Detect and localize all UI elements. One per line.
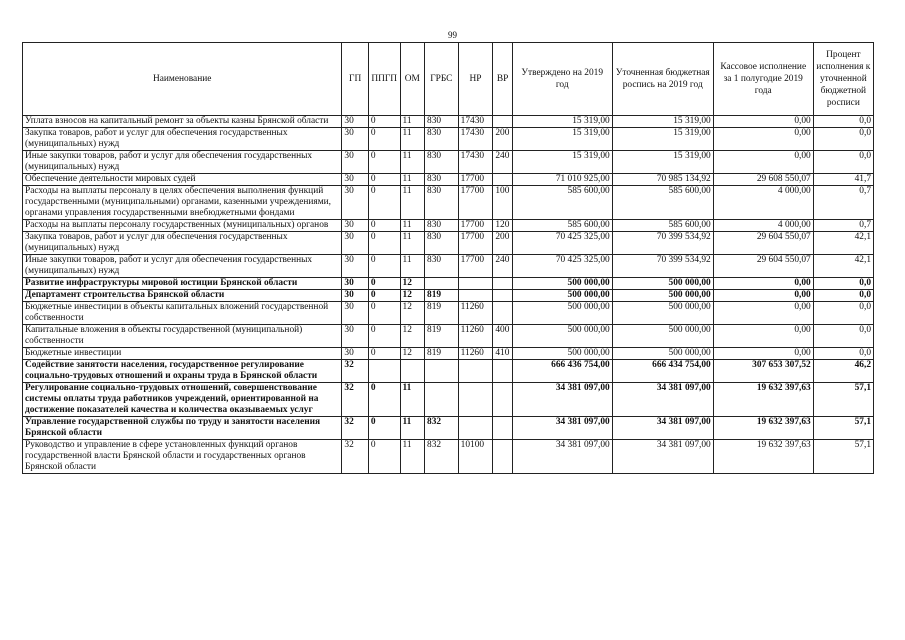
cell-cash: 0,00 [713, 348, 813, 360]
header-ppgp: ППГП [368, 43, 400, 116]
cell-percent: 0,0 [813, 302, 873, 325]
header-approved: Утверждено на 2019 год [512, 43, 612, 116]
cell-approved: 34 381 097,00 [512, 440, 612, 474]
cell-grbs: 830 [425, 232, 459, 255]
cell-gp: 30 [342, 290, 369, 302]
table-row [23, 186, 874, 220]
cell-percent: 0,7 [813, 220, 873, 232]
cell-percent: 0,0 [813, 290, 873, 302]
cell-percent: 0,0 [813, 128, 873, 151]
cell-om: 11 [400, 186, 424, 220]
cell-gp: 32 [342, 417, 369, 440]
cell-refined: 70 399 534,92 [612, 255, 713, 278]
cell-np [458, 417, 493, 440]
cell-vr: 410 [493, 348, 512, 360]
cell-cash: 4 000,00 [713, 186, 813, 220]
cell-name: Расходы на выплаты персоналу в целях обеспечения выполнения функций государственными (муниципальными) органами, казенными учреждениями, органами управления государственными внебюджетными фондами [23, 186, 342, 220]
cell-vr [493, 278, 512, 290]
cell-approved: 585 600,00 [512, 220, 612, 232]
cell-vr [493, 302, 512, 325]
cell-ppgp: 0 [368, 128, 400, 151]
cell-np: 17430 [458, 151, 493, 174]
cell-om: 11 [400, 174, 424, 186]
table-row [23, 174, 874, 186]
cell-np: 17700 [458, 220, 493, 232]
cell-gp: 30 [342, 232, 369, 255]
cell-np: 10100 [458, 440, 493, 474]
cell-name: Бюджетные инвестиции [23, 348, 342, 360]
cell-om [400, 360, 424, 383]
cell-grbs: 830 [425, 174, 459, 186]
header-refined: Уточненная бюджетная роспись на 2019 год [612, 43, 713, 116]
cell-ppgp: 0 [368, 383, 400, 417]
cell-vr [493, 383, 512, 417]
cell-grbs: 830 [425, 151, 459, 174]
table-row [23, 255, 874, 278]
cell-om: 11 [400, 417, 424, 440]
cell-gp: 30 [342, 220, 369, 232]
cell-percent: 46,2 [813, 360, 873, 383]
cell-np [458, 290, 493, 302]
cell-ppgp: 0 [368, 325, 400, 348]
cell-om: 11 [400, 232, 424, 255]
cell-refined: 15 319,00 [612, 128, 713, 151]
cell-ppgp: 0 [368, 440, 400, 474]
table-row [23, 360, 874, 383]
cell-vr [493, 174, 512, 186]
cell-name: Регулирование социально-трудовых отношений, совершенствование системы оплаты труда работников учреждений, ориентированной на достижение показателей качества и количества оказываемых услуг [23, 383, 342, 417]
cell-approved: 34 381 097,00 [512, 383, 612, 417]
cell-gp: 30 [342, 348, 369, 360]
cell-approved: 70 425 325,00 [512, 255, 612, 278]
cell-cash: 29 604 550,07 [713, 232, 813, 255]
cell-name: Руководство и управление в сфере установленных функций органов государственной власти Брянской области и государственных органов Брянской области [23, 440, 342, 474]
cell-gp: 30 [342, 174, 369, 186]
cell-name: Содействие занятости населения, государственное регулирование социально-трудовых отношений и охраны труда в Брянской области [23, 360, 342, 383]
cell-refined: 34 381 097,00 [612, 417, 713, 440]
cell-gp: 30 [342, 255, 369, 278]
cell-approved: 71 010 925,00 [512, 174, 612, 186]
cell-refined: 500 000,00 [612, 290, 713, 302]
cell-refined: 500 000,00 [612, 302, 713, 325]
cell-grbs [425, 360, 459, 383]
cell-name: Департамент строительства Брянской области [23, 290, 342, 302]
cell-grbs: 830 [425, 186, 459, 220]
cell-gp: 32 [342, 440, 369, 474]
table-row [23, 278, 874, 290]
header-vr: ВР [493, 43, 512, 116]
cell-np: 17430 [458, 128, 493, 151]
cell-ppgp: 0 [368, 220, 400, 232]
cell-grbs [425, 278, 459, 290]
cell-approved: 500 000,00 [512, 348, 612, 360]
cell-ppgp: 0 [368, 151, 400, 174]
cell-om: 11 [400, 383, 424, 417]
cell-ppgp: 0 [368, 255, 400, 278]
cell-vr [493, 417, 512, 440]
cell-approved: 666 436 754,00 [512, 360, 612, 383]
cell-vr: 200 [493, 128, 512, 151]
cell-vr: 240 [493, 255, 512, 278]
cell-vr [493, 290, 512, 302]
cell-name: Управление государственной службы по труду и занятости населения Брянской области [23, 417, 342, 440]
table-body [23, 116, 874, 474]
table-row [23, 220, 874, 232]
cell-grbs: 819 [425, 348, 459, 360]
cell-om: 12 [400, 348, 424, 360]
cell-cash: 0,00 [713, 116, 813, 128]
budget-table [22, 42, 874, 474]
cell-gp: 30 [342, 302, 369, 325]
header-grbs: ГРБС [425, 43, 459, 116]
cell-cash: 29 604 550,07 [713, 255, 813, 278]
table-row [23, 128, 874, 151]
cell-refined: 70 399 534,92 [612, 232, 713, 255]
cell-om: 12 [400, 325, 424, 348]
table-row [23, 232, 874, 255]
cell-vr: 200 [493, 232, 512, 255]
cell-approved: 500 000,00 [512, 278, 612, 290]
cell-vr [493, 360, 512, 383]
cell-gp: 32 [342, 383, 369, 417]
cell-ppgp: 0 [368, 290, 400, 302]
cell-om: 11 [400, 116, 424, 128]
cell-name: Развитие инфраструктуры мировой юстиции Брянской области [23, 278, 342, 290]
cell-grbs: 830 [425, 128, 459, 151]
cell-vr [493, 440, 512, 474]
table-row [23, 302, 874, 325]
cell-np: 11260 [458, 348, 493, 360]
cell-grbs [425, 383, 459, 417]
table-row [23, 290, 874, 302]
cell-grbs: 832 [425, 440, 459, 474]
cell-cash: 0,00 [713, 151, 813, 174]
header-cash: Кассовое исполнение за 1 полугодие 2019 года [713, 43, 813, 116]
cell-name: Капитальные вложения в объекты государственной (муниципальной) собственности [23, 325, 342, 348]
cell-percent: 0,0 [813, 151, 873, 174]
cell-om: 11 [400, 151, 424, 174]
cell-ppgp: 0 [368, 278, 400, 290]
cell-om: 11 [400, 128, 424, 151]
cell-cash: 0,00 [713, 278, 813, 290]
cell-ppgp: 0 [368, 174, 400, 186]
cell-approved: 70 425 325,00 [512, 232, 612, 255]
cell-cash: 4 000,00 [713, 220, 813, 232]
cell-vr: 400 [493, 325, 512, 348]
table-row [23, 151, 874, 174]
cell-cash: 0,00 [713, 325, 813, 348]
cell-np [458, 360, 493, 383]
cell-approved: 15 319,00 [512, 151, 612, 174]
cell-np [458, 383, 493, 417]
cell-approved: 15 319,00 [512, 128, 612, 151]
cell-vr [493, 116, 512, 128]
cell-approved: 15 319,00 [512, 116, 612, 128]
cell-ppgp: 0 [368, 232, 400, 255]
cell-np: 11260 [458, 302, 493, 325]
cell-np: 17700 [458, 255, 493, 278]
table-row [23, 417, 874, 440]
cell-gp: 30 [342, 151, 369, 174]
cell-percent: 0,7 [813, 186, 873, 220]
cell-gp: 30 [342, 128, 369, 151]
cell-np [458, 278, 493, 290]
cell-approved: 34 381 097,00 [512, 417, 612, 440]
cell-om: 12 [400, 302, 424, 325]
cell-ppgp [368, 360, 400, 383]
cell-name: Обеспечение деятельности мировых судей [23, 174, 342, 186]
cell-vr: 240 [493, 151, 512, 174]
cell-cash: 19 632 397,63 [713, 383, 813, 417]
cell-name: Иные закупки товаров, работ и услуг для обеспечения государственных (муниципальных) нужд [23, 151, 342, 174]
cell-percent: 0,0 [813, 348, 873, 360]
cell-np: 17430 [458, 116, 493, 128]
cell-cash: 0,00 [713, 302, 813, 325]
cell-percent: 0,0 [813, 116, 873, 128]
header-percent: Процент исполнения к уточненной бюджетной росписи [813, 43, 873, 116]
cell-refined: 34 381 097,00 [612, 383, 713, 417]
cell-grbs: 819 [425, 325, 459, 348]
cell-name: Уплата взносов на капитальный ремонт за объекты казны Брянской области [23, 116, 342, 128]
cell-cash: 0,00 [713, 128, 813, 151]
cell-percent: 57,1 [813, 383, 873, 417]
cell-refined: 500 000,00 [612, 348, 713, 360]
table-row [23, 383, 874, 417]
cell-percent: 0,0 [813, 278, 873, 290]
cell-approved: 500 000,00 [512, 325, 612, 348]
cell-percent: 42,1 [813, 255, 873, 278]
cell-grbs: 830 [425, 255, 459, 278]
cell-ppgp: 0 [368, 186, 400, 220]
cell-np: 17700 [458, 232, 493, 255]
table-row [23, 325, 874, 348]
header-om: ОМ [400, 43, 424, 116]
cell-refined: 666 434 754,00 [612, 360, 713, 383]
cell-om: 12 [400, 278, 424, 290]
cell-percent: 42,1 [813, 232, 873, 255]
cell-om: 11 [400, 255, 424, 278]
cell-refined: 585 600,00 [612, 220, 713, 232]
cell-percent: 41,7 [813, 174, 873, 186]
cell-ppgp: 0 [368, 348, 400, 360]
cell-cash: 19 632 397,63 [713, 440, 813, 474]
cell-name: Бюджетные инвестиции в объекты капитальных вложений государственной собственности [23, 302, 342, 325]
cell-approved: 500 000,00 [512, 290, 612, 302]
cell-om: 12 [400, 290, 424, 302]
cell-gp: 30 [342, 116, 369, 128]
header-gp: ГП [342, 43, 369, 116]
cell-om: 11 [400, 220, 424, 232]
cell-refined: 15 319,00 [612, 116, 713, 128]
table-row [23, 116, 874, 128]
cell-refined: 70 985 134,92 [612, 174, 713, 186]
cell-refined: 500 000,00 [612, 278, 713, 290]
cell-percent: 57,1 [813, 440, 873, 474]
table-row [23, 348, 874, 360]
cell-percent: 0,0 [813, 325, 873, 348]
cell-cash: 29 608 550,07 [713, 174, 813, 186]
cell-refined: 15 319,00 [612, 151, 713, 174]
cell-cash: 307 653 307,52 [713, 360, 813, 383]
header-np: НР [458, 43, 493, 116]
cell-gp: 30 [342, 186, 369, 220]
cell-cash: 19 632 397,63 [713, 417, 813, 440]
cell-gp: 30 [342, 325, 369, 348]
cell-approved: 500 000,00 [512, 302, 612, 325]
cell-ppgp: 0 [368, 417, 400, 440]
cell-cash: 0,00 [713, 290, 813, 302]
cell-grbs: 830 [425, 220, 459, 232]
cell-np: 17700 [458, 174, 493, 186]
cell-approved: 585 600,00 [512, 186, 612, 220]
cell-grbs: 832 [425, 417, 459, 440]
header-name: Наименование [23, 43, 342, 116]
cell-name: Расходы на выплаты персоналу государственных (муниципальных) органов [23, 220, 342, 232]
cell-percent: 57,1 [813, 417, 873, 440]
cell-np: 11260 [458, 325, 493, 348]
cell-refined: 500 000,00 [612, 325, 713, 348]
cell-grbs: 819 [425, 302, 459, 325]
cell-gp: 32 [342, 360, 369, 383]
cell-vr: 120 [493, 220, 512, 232]
cell-name: Закупка товаров, работ и услуг для обеспечения государственных (муниципальных) нужд [23, 128, 342, 151]
table-header-row [23, 43, 874, 116]
cell-grbs: 830 [425, 116, 459, 128]
cell-refined: 34 381 097,00 [612, 440, 713, 474]
page-number: 99 [448, 30, 457, 40]
cell-name: Закупка товаров, работ и услуг для обеспечения государственных (муниципальных) нужд [23, 232, 342, 255]
cell-refined: 585 600,00 [612, 186, 713, 220]
cell-grbs: 819 [425, 290, 459, 302]
cell-vr: 100 [493, 186, 512, 220]
cell-np: 17700 [458, 186, 493, 220]
table-row [23, 440, 874, 474]
cell-ppgp: 0 [368, 116, 400, 128]
cell-gp: 30 [342, 278, 369, 290]
cell-ppgp: 0 [368, 302, 400, 325]
cell-om: 11 [400, 440, 424, 474]
cell-name: Иные закупки товаров, работ и услуг для обеспечения государственных (муниципальных) нужд [23, 255, 342, 278]
